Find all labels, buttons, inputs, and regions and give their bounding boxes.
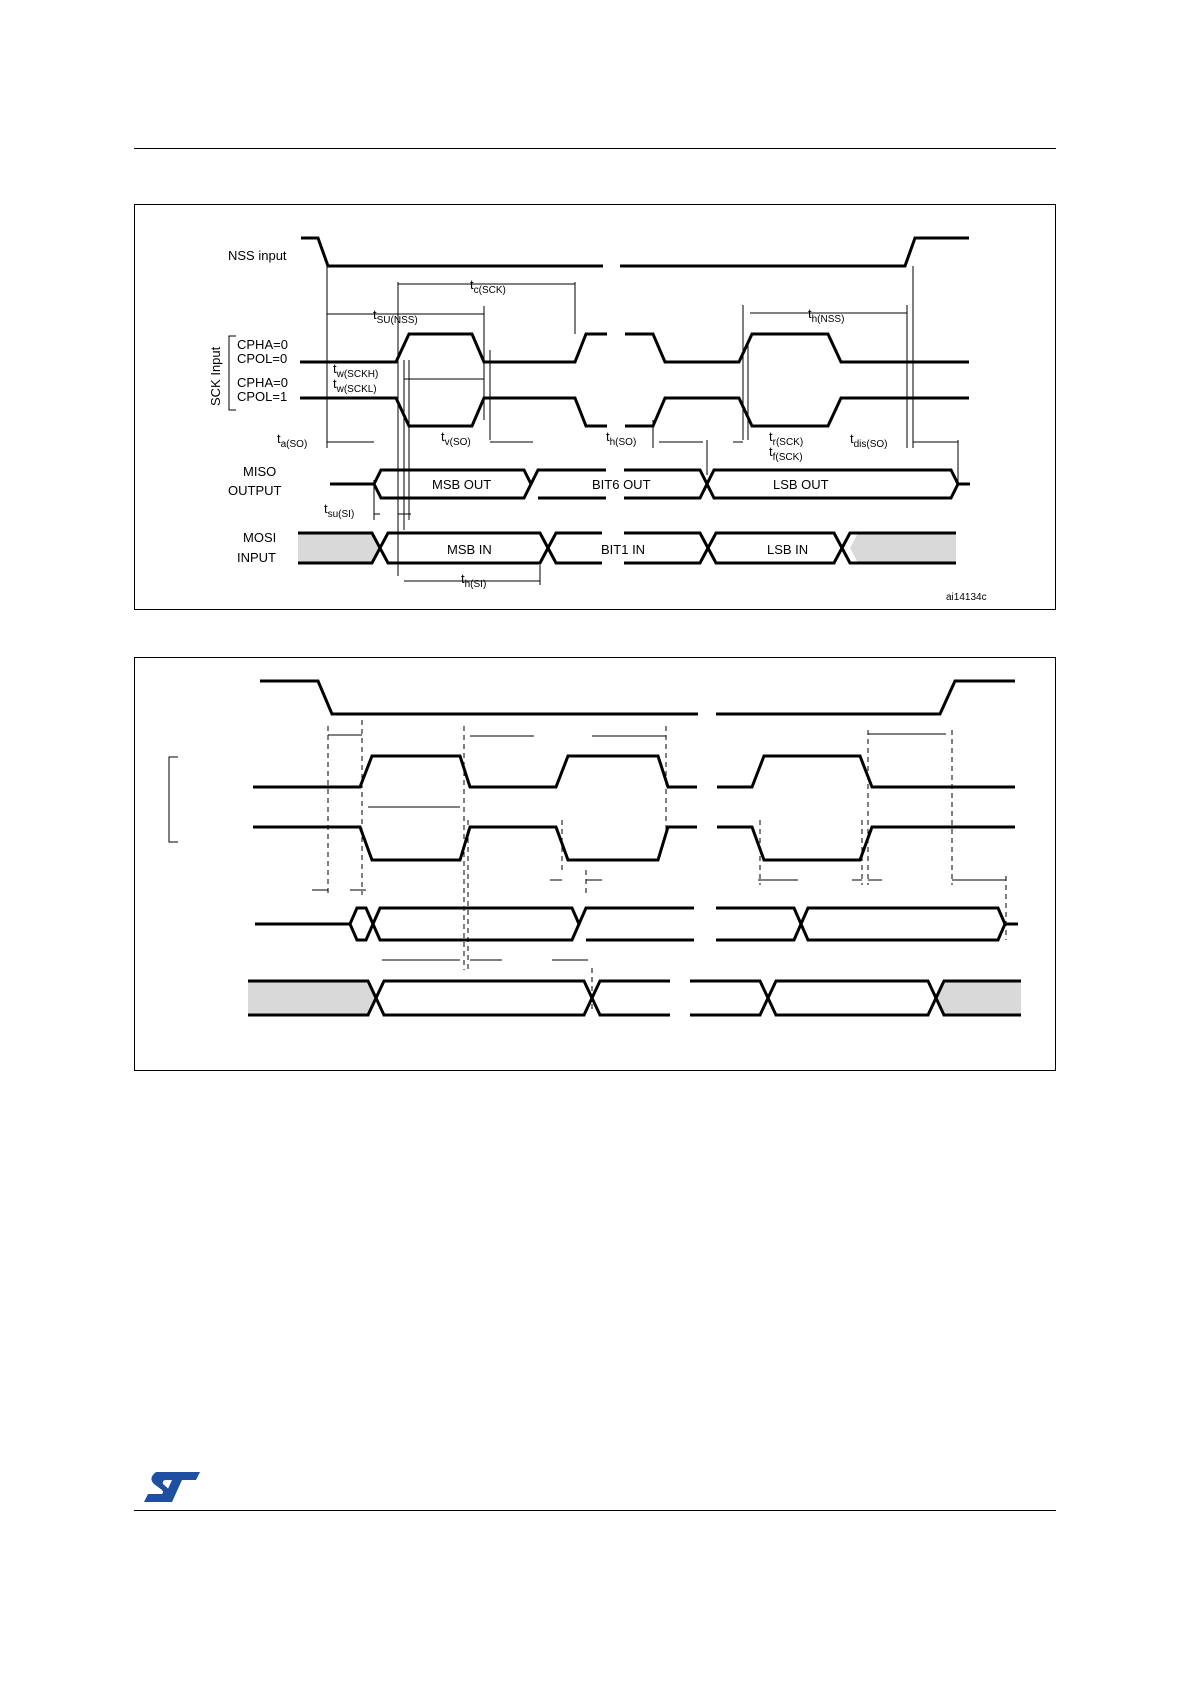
- mosi-waveform-2: [248, 981, 1021, 1015]
- nss-waveform-2: [260, 681, 1015, 714]
- sck-upper-waveform-2: [253, 756, 1015, 787]
- cpha0-label-b: CPHA=0: [237, 375, 288, 390]
- tsu-nss-label: $t_{SU(NSS)}$: [373, 307, 418, 326]
- cpol1-label: CPOL=1: [237, 389, 288, 404]
- mosi-label-2: INPUT: [237, 550, 276, 565]
- tsu-si-label: $t_{su(SI)}$: [324, 501, 355, 520]
- miso-cell-lsb-out: LSB OUT: [773, 477, 829, 492]
- cpha0-label-a: CPHA=0: [237, 337, 288, 352]
- mosi-label-1: MOSI: [243, 530, 277, 545]
- miso-label-2: OUTPUT: [228, 483, 282, 498]
- timing-arrows-2: [312, 734, 1006, 960]
- tc-sck-label: $t_{c(SCK)}$: [470, 277, 506, 296]
- st-logo-icon: [142, 1470, 202, 1506]
- sck-lower-waveform-2: [253, 827, 1015, 860]
- miso-cell-bit6-out: BIT6 OUT: [592, 477, 651, 492]
- cpol0-label: CPOL=0: [237, 351, 288, 366]
- tw-sckh-label: $t_{w(SCKH)}$: [333, 361, 379, 380]
- tv-so-label: $t_{v(SO)}$: [441, 429, 471, 448]
- tdis-so-label: $t_{dis(SO)}$: [850, 431, 888, 450]
- mosi-cell-lsb-in: LSB IN: [767, 542, 809, 557]
- miso-cell-msb-out: MSB OUT: [432, 477, 492, 492]
- sck-input-label: SCK Input: [208, 346, 223, 406]
- th-si-label: $t_{h(SI)}$: [461, 571, 487, 590]
- figure-reference: ai14134c: [946, 592, 987, 603]
- ta-so-label: $t_{a(SO)}$: [277, 431, 308, 450]
- th-so-label: $t_{h(SO)}$: [606, 429, 637, 448]
- th-nss-label: $t_{h(NSS)}$: [808, 306, 845, 325]
- guide-lines-2: [328, 720, 1006, 1010]
- sck-input-bracket-2: [169, 757, 178, 842]
- tf-sck-label: $t_{f(SCK)}$: [769, 444, 803, 463]
- bottom-rule: [134, 1510, 1056, 1511]
- tr-sck-label: $t_{r(SCK)}$: [769, 429, 804, 448]
- tw-sckl-label: $t_{w(SCKL)}$: [333, 376, 377, 395]
- mosi-cell-msb-in: MSB IN: [447, 542, 492, 557]
- mosi-cell-bit1-in: BIT1 IN: [601, 542, 646, 557]
- nss-label: NSS input: [228, 248, 287, 263]
- miso-waveform-2: [255, 908, 1018, 940]
- miso-label-1: MISO: [243, 464, 277, 479]
